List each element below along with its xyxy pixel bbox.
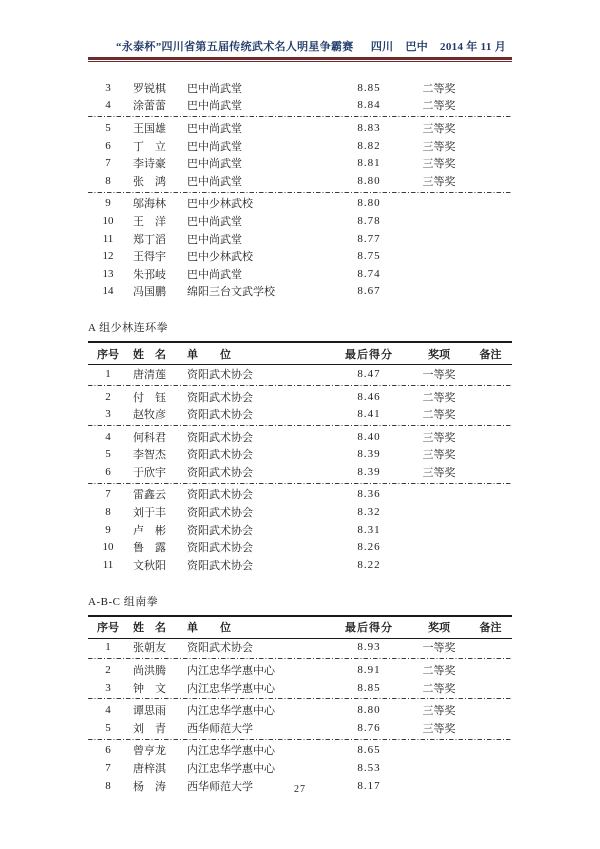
- cell-no: 3: [105, 81, 111, 94]
- cell-no: 1: [105, 641, 111, 654]
- cell-no: 9: [105, 523, 111, 536]
- cell-award: 三等奖: [422, 140, 456, 153]
- cell-no: 9: [105, 197, 111, 210]
- cell-unit: 绵阳三台文武学校: [187, 286, 275, 299]
- cell-no: 8: [105, 174, 111, 187]
- document-header-right: [371, 38, 506, 54]
- table-row: [88, 154, 512, 172]
- header-location: 四川: [370, 41, 394, 53]
- cell-unit: 巴中少林武校: [187, 198, 253, 211]
- cell-award: 三等奖: [422, 466, 456, 479]
- column-header: 最后得分: [345, 348, 393, 361]
- group-separator: [88, 658, 512, 659]
- cell-no: 2: [105, 664, 111, 677]
- cell-name: 王得宇: [133, 251, 166, 264]
- cell-score: 8.26: [357, 541, 381, 554]
- cell-no: 12: [102, 250, 114, 263]
- section-title: A 组少林连环拳: [88, 322, 169, 335]
- cell-name: 郑丁滔: [133, 233, 166, 246]
- table-row: [88, 538, 512, 556]
- cell-score: 8.46: [357, 390, 381, 403]
- cell-score: 8.36: [357, 488, 381, 501]
- cell-unit: 资阳武术协会: [187, 449, 253, 462]
- column-header: 奖项: [428, 348, 450, 361]
- cell-no: 11: [102, 558, 114, 571]
- column-header: 备注: [479, 622, 502, 635]
- cell-name: 唐清莲: [133, 368, 166, 381]
- table-row: [88, 230, 512, 248]
- page-content: [88, 38, 512, 794]
- results-tables: [88, 79, 512, 794]
- table-row: [88, 388, 512, 406]
- cell-name: 文秋阳: [133, 559, 166, 572]
- table-row: [88, 119, 512, 137]
- cell-no: 8: [105, 506, 111, 519]
- cell-unit: 内江忠华学惠中心: [187, 705, 275, 718]
- cell-score: 8.83: [357, 121, 381, 134]
- document-header: [88, 38, 512, 54]
- table-row: [88, 639, 512, 657]
- cell-score: 8.85: [357, 81, 381, 94]
- cell-no: 4: [105, 430, 111, 443]
- cell-unit: 资阳武术协会: [187, 466, 253, 479]
- cell-score: 8.82: [357, 139, 381, 152]
- cell-name: 赵牧彦: [133, 409, 166, 422]
- cell-score: 8.84: [357, 99, 381, 112]
- cell-unit: 内江忠华学惠中心: [187, 665, 275, 678]
- cell-unit: 资阳武术协会: [187, 542, 253, 555]
- table-row: [88, 137, 512, 155]
- cell-unit: 西华师范大学: [187, 780, 253, 793]
- table-row: [88, 463, 512, 481]
- table-row: [88, 446, 512, 464]
- cell-unit: 巴中尚武堂: [187, 140, 242, 153]
- cell-name: 张 鸿: [133, 175, 166, 188]
- table-row: [88, 428, 512, 446]
- cell-award: 二等奖: [422, 100, 456, 113]
- cell-no: 13: [102, 267, 114, 280]
- cell-no: 14: [102, 285, 114, 298]
- section-title: A-B-C 组南拳: [88, 595, 159, 608]
- cell-name: 何科君: [133, 431, 166, 444]
- cell-unit: 资阳武术协会: [187, 431, 253, 444]
- cell-unit: 资阳武术协会: [187, 559, 253, 572]
- cell-award: 一等奖: [422, 368, 456, 381]
- cell-unit: 内江忠华学惠中心: [187, 745, 275, 758]
- table-row: [88, 212, 512, 230]
- cell-award: 三等奖: [422, 449, 456, 462]
- cell-name: 付 钰: [133, 391, 166, 404]
- table-row: [88, 172, 512, 190]
- cell-name: 李诗豪: [133, 158, 166, 171]
- column-header: 单 位: [187, 622, 231, 635]
- table-row: [88, 742, 512, 760]
- cell-name: 杨 涛: [133, 780, 166, 793]
- cell-unit: 巴中尚武堂: [187, 100, 242, 113]
- table-row: [88, 283, 512, 301]
- group-separator: [88, 425, 512, 426]
- cell-no: 1: [105, 367, 111, 380]
- cell-name: 李智杰: [133, 449, 166, 462]
- table-row: [88, 265, 512, 283]
- cell-unit: 资阳武术协会: [187, 391, 253, 404]
- page-number: 27: [294, 784, 306, 795]
- cell-award: 二等奖: [422, 682, 456, 695]
- cell-award: 三等奖: [422, 122, 456, 135]
- column-header: 最后得分: [345, 622, 393, 635]
- table-row: [88, 679, 512, 697]
- cell-name: 曾亨龙: [133, 745, 166, 758]
- cell-score: 8.47: [357, 367, 381, 380]
- cell-unit: 巴中尚武堂: [187, 215, 242, 228]
- cell-unit: 内江忠华学惠中心: [187, 682, 275, 695]
- cell-no: 6: [105, 744, 111, 757]
- table-row: [88, 486, 512, 504]
- cell-score: 8.91: [357, 664, 381, 677]
- cell-name: 唐梓淇: [133, 763, 166, 776]
- cell-unit: 资阳武术协会: [187, 368, 253, 381]
- cell-score: 8.77: [357, 232, 381, 245]
- group-separator: [88, 385, 512, 386]
- header-date: 2014 年 11 月: [440, 41, 506, 53]
- cell-score: 8.17: [357, 779, 381, 792]
- cell-no: 8: [105, 779, 111, 792]
- header-city: 巴中: [405, 41, 429, 53]
- cell-name: 刘 青: [133, 722, 166, 735]
- table-row: [88, 247, 512, 265]
- cell-no: 10: [102, 541, 114, 554]
- table-row: [88, 556, 512, 574]
- group-separator: [88, 739, 512, 740]
- cell-name: 卢 彬: [133, 524, 166, 537]
- cell-no: 4: [105, 99, 111, 112]
- cell-unit: 巴中尚武堂: [187, 82, 242, 95]
- cell-no: 7: [105, 157, 111, 170]
- column-header: 姓 名: [133, 622, 166, 635]
- cell-name: 钟 文: [133, 682, 166, 695]
- column-header: 单 位: [187, 348, 231, 361]
- cell-score: 8.32: [357, 506, 381, 519]
- table-row: [88, 503, 512, 521]
- cell-score: 8.93: [357, 641, 381, 654]
- cell-no: 3: [105, 681, 111, 694]
- cell-no: 2: [105, 390, 111, 403]
- group-separator: [88, 116, 512, 117]
- cell-score: 8.81: [357, 157, 381, 170]
- cell-unit: 巴中尚武堂: [187, 268, 242, 281]
- cell-name: 雷鑫云: [133, 489, 166, 502]
- cell-name: 王国雄: [133, 122, 166, 135]
- cell-name: 于欣宇: [133, 466, 166, 479]
- cell-unit: 西华师范大学: [187, 722, 253, 735]
- table-row: [88, 521, 512, 539]
- result-section: [88, 319, 512, 574]
- cell-unit: 内江忠华学惠中心: [187, 763, 275, 776]
- cell-award: 三等奖: [422, 431, 456, 444]
- cell-score: 8.76: [357, 721, 381, 734]
- document-title: “永泰杯”四川省第五届传统武术名人明星争霸赛: [116, 41, 354, 53]
- group-separator: [88, 698, 512, 699]
- cell-name: 朱邘岐: [133, 268, 166, 281]
- cell-award: 二等奖: [422, 665, 456, 678]
- cell-score: 8.31: [357, 523, 381, 536]
- cell-score: 8.39: [357, 448, 381, 461]
- cell-no: 4: [105, 704, 111, 717]
- cell-award: 三等奖: [422, 722, 456, 735]
- cell-score: 8.85: [357, 681, 381, 694]
- column-header: 序号: [97, 622, 119, 635]
- cell-unit: 巴中少林武校: [187, 251, 253, 264]
- cell-no: 6: [105, 465, 111, 478]
- cell-score: 8.40: [357, 430, 381, 443]
- table-row: [88, 701, 512, 719]
- table-row: [88, 365, 512, 383]
- cell-unit: 巴中尚武堂: [187, 233, 242, 246]
- group-separator: [88, 192, 512, 193]
- table-row: [88, 405, 512, 423]
- cell-unit: 资阳武术协会: [187, 642, 253, 655]
- cell-unit: 资阳武术协会: [187, 524, 253, 537]
- cell-unit: 资阳武术协会: [187, 507, 253, 520]
- cell-unit: 巴中尚武堂: [187, 175, 242, 188]
- cell-no: 3: [105, 408, 111, 421]
- cell-score: 8.53: [357, 762, 381, 775]
- cell-name: 丁 立: [133, 140, 166, 153]
- cell-name: 冯国鹏: [133, 286, 166, 299]
- column-header: 奖项: [428, 622, 450, 635]
- table-row: [88, 97, 512, 115]
- cell-name: 张朝友: [133, 642, 166, 655]
- cell-no: 7: [105, 762, 111, 775]
- cell-name: 王 洋: [133, 215, 166, 228]
- table-row: [88, 719, 512, 737]
- cell-score: 8.41: [357, 408, 381, 421]
- cell-score: 8.22: [357, 558, 381, 571]
- cell-no: 10: [102, 214, 114, 227]
- cell-no: 7: [105, 488, 111, 501]
- result-section: [88, 593, 512, 795]
- cell-name: 尚洪腾: [133, 665, 166, 678]
- cell-score: 8.75: [357, 250, 381, 263]
- cell-no: 11: [102, 232, 114, 245]
- cell-unit: 资阳武术协会: [187, 489, 253, 502]
- header-rule: [88, 57, 512, 62]
- cell-name: 涂蕾蕾: [133, 100, 166, 113]
- cell-no: 5: [105, 121, 111, 134]
- table-row: [88, 195, 512, 213]
- column-header: 序号: [97, 348, 119, 361]
- group-separator: [88, 483, 512, 484]
- table-header-row: [88, 615, 512, 639]
- cell-unit: 巴中尚武堂: [187, 158, 242, 171]
- cell-award: 三等奖: [422, 158, 456, 171]
- cell-no: 5: [105, 448, 111, 461]
- cell-score: 8.39: [357, 465, 381, 478]
- cell-score: 8.80: [357, 174, 381, 187]
- cell-award: 三等奖: [422, 175, 456, 188]
- cell-award: 二等奖: [422, 391, 456, 404]
- cell-award: 一等奖: [422, 642, 456, 655]
- cell-no: 5: [105, 721, 111, 734]
- table-row: [88, 661, 512, 679]
- column-header: 姓 名: [133, 348, 166, 361]
- cell-score: 8.74: [357, 267, 381, 280]
- cell-name: 谭思雨: [133, 705, 166, 718]
- cell-name: 鲁 露: [133, 542, 166, 555]
- table-row: [88, 79, 512, 97]
- cell-no: 6: [105, 139, 111, 152]
- cell-award: 二等奖: [422, 82, 456, 95]
- cell-name: 邬海林: [133, 198, 166, 211]
- cell-unit: 资阳武术协会: [187, 409, 253, 422]
- cell-name: 罗锐棋: [133, 82, 166, 95]
- cell-score: 8.67: [357, 285, 381, 298]
- result-section: [88, 79, 512, 300]
- cell-score: 8.80: [357, 197, 381, 210]
- column-header: 备注: [479, 348, 502, 361]
- cell-award: 二等奖: [422, 409, 456, 422]
- cell-score: 8.78: [357, 214, 381, 227]
- cell-score: 8.80: [357, 704, 381, 717]
- cell-unit: 巴中尚武堂: [187, 122, 242, 135]
- table-header-row: [88, 341, 512, 365]
- cell-score: 8.65: [357, 744, 381, 757]
- table-row: [88, 759, 512, 777]
- cell-name: 刘于丰: [133, 507, 166, 520]
- cell-award: 三等奖: [422, 705, 456, 718]
